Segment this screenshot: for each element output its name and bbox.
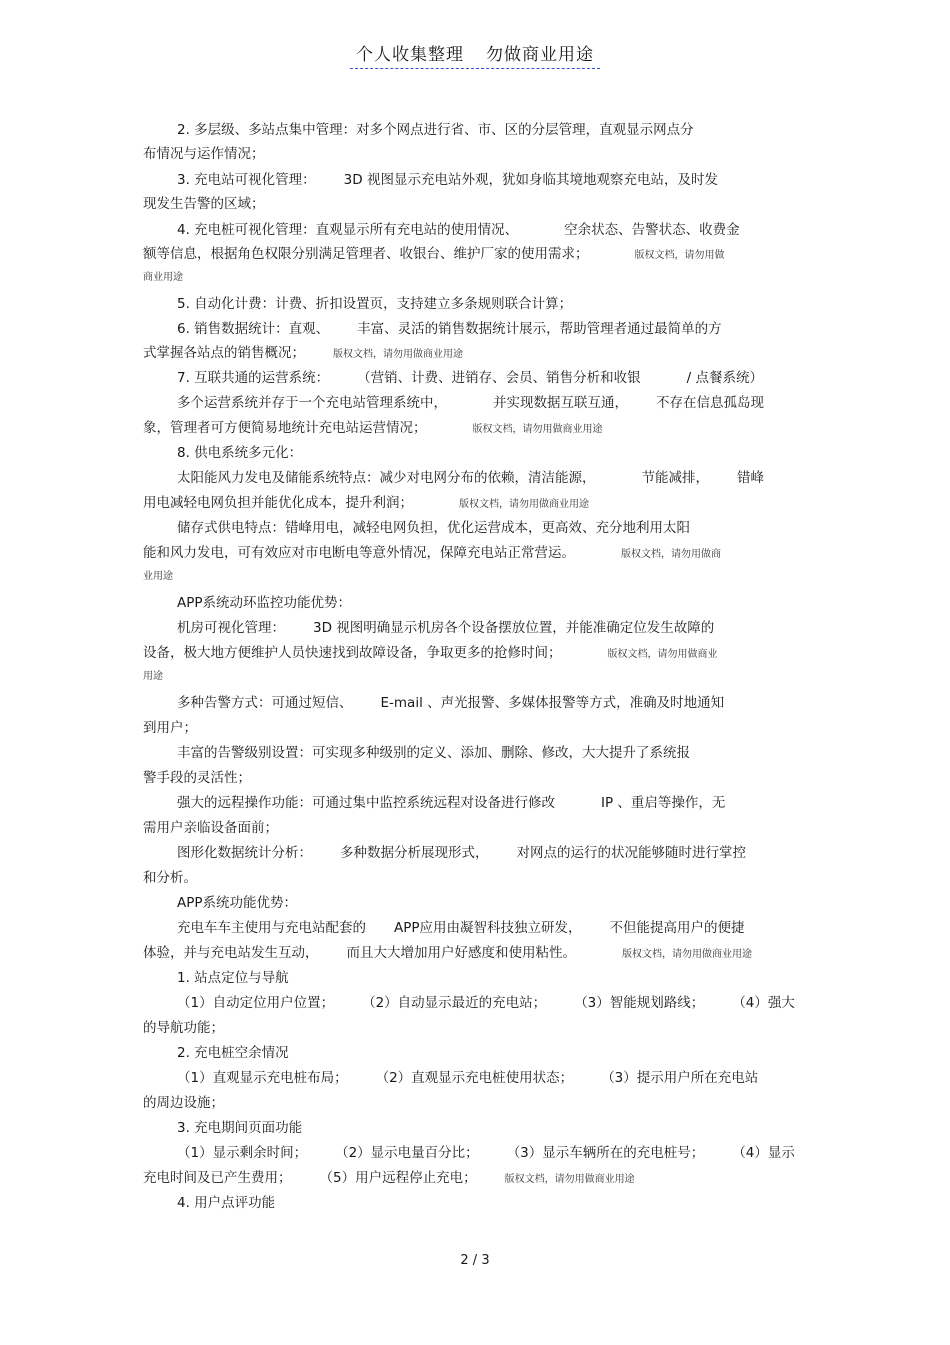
text-line: 充电车车主使用与充电站配套的 APP应用由凝智科技独立研发， 不但能提高用户的便捷 bbox=[177, 920, 745, 936]
header-part2: 勿做商业用途 bbox=[486, 45, 594, 65]
text-line: 的周边设施； bbox=[143, 1095, 224, 1111]
watermark-note: 版权文档，请勿用做 bbox=[634, 250, 725, 261]
watermark-note: 版权文档，请勿用做商 bbox=[621, 549, 721, 560]
text-line: 额等信息，根据角色权限分别满足管理者、收银台、维护厂家的使用需求； 版权文档，请勿用做 bbox=[143, 246, 725, 262]
text-line: 图形化数据统计分析： 多种数据分析展现形式， 对网点的运行的状况能够随时进行掌控 bbox=[177, 845, 746, 861]
text-line: （1）直观显示充电桩布局； （2）直观显示充电桩使用状态； （3）提示用户所在充电站 bbox=[177, 1070, 759, 1086]
text-line: 现发生告警的区域； bbox=[143, 196, 265, 212]
watermark-note: 版权文档，请勿用做商业用途 bbox=[504, 1174, 635, 1185]
list-heading: 1. 站点定位与导航 bbox=[177, 970, 289, 986]
text-line: （1）显示剩余时间； （2）显示电量百分比； （3）显示车辆所在的充电桩号； （4）显示 bbox=[177, 1145, 795, 1161]
text-line: 到用户； bbox=[143, 720, 197, 736]
text-line: 设备，极大地方便维护人员快速找到故障设备，争取更多的抢修时间； 版权文档，请勿用做商业 bbox=[143, 645, 718, 661]
text-line: 充电时间及已产生费用； （5）用户远程停止充电； 版权文档，请勿用做商业用途 bbox=[143, 1170, 635, 1186]
text-line: 需用户亲临设备面前； bbox=[143, 820, 278, 836]
text-line: 象，管理者可方便简易地统计充电站运营情况； 版权文档，请勿用做商业用途 bbox=[143, 420, 603, 436]
watermark-note: 版权文档，请勿用做商业用途 bbox=[459, 499, 589, 510]
list-heading: 2. 充电桩空余情况 bbox=[177, 1045, 289, 1061]
text-line: 警手段的灵活性； bbox=[143, 770, 251, 786]
text-line: 多种告警方式：可通过短信、 E-mail 、声光报警、多媒体报警等方式，准确及时地通知 bbox=[177, 695, 725, 711]
text-line: 太阳能风力发电及储能系统特点：减少对电网分布的依赖，清洁能源， 节能减排， 错峰 bbox=[177, 470, 764, 486]
text-line: 的导航功能； bbox=[143, 1020, 224, 1036]
text-line: 式掌握各站点的销售概况； 版权文档，请勿用做商业用途 bbox=[143, 345, 463, 361]
watermark-note: 业用途 bbox=[143, 571, 173, 582]
page-header bbox=[0, 40, 950, 65]
page-number: 2 / 3 bbox=[460, 1253, 490, 1268]
text-line: 储存式供电特点：错峰用电，减轻电网负担，优化运营成本，更高效、充分地利用太阳 bbox=[177, 520, 690, 536]
text-line: 体验，并与充电站发生互动， 而且大大增加用户好感度和使用粘性。 版权文档，请勿用做商业用途 bbox=[143, 945, 752, 961]
watermark-note: 版权文档，请勿用做商业用途 bbox=[622, 949, 752, 960]
text-line: 6. 销售数据统计：直观、 丰富、灵活的销售数据统计展示，帮助管理者通过最简单的方 bbox=[177, 321, 722, 337]
text-line: 4. 充电桩可视化管理：直观显示所有充电站的使用情况、 空余状态、告警状态、收费金 bbox=[177, 222, 740, 238]
text-line: 2. 多层级、多站点集中管理：对多个网点进行省、市、区的分层管理，直观显示网点分 bbox=[177, 122, 694, 138]
text-line: 8. 供电系统多元化： bbox=[177, 445, 303, 461]
text-line: 机房可视化管理： 3D 视图明确显示机房各个设备摆放位置，并能准确定位发生故障的 bbox=[177, 620, 715, 636]
watermark-note: 用途 bbox=[143, 671, 163, 682]
watermark-note: 版权文档，请勿用做商业用途 bbox=[472, 424, 603, 435]
text-line: 和分析。 bbox=[143, 870, 197, 886]
list-heading: 4. 用户点评功能 bbox=[177, 1195, 276, 1211]
text-line: 3. 充电站可视化管理： 3D 视图显示充电站外观，犹如身临其境地观察充电站，及时发 bbox=[177, 172, 718, 188]
text-line: 布情况与运作情况； bbox=[143, 146, 265, 162]
watermark-note: 商业用途 bbox=[143, 272, 183, 283]
watermark-note: 版权文档，请勿用做商业用途 bbox=[333, 349, 463, 360]
text-line: 5. 自动化计费：计费、折扣设置页，支持建立多条规则联合计算； bbox=[177, 296, 573, 312]
text-line: 多个运营系统并存于一个充电站管理系统中， 并实现数据互联互通， 不存在信息孤岛现 bbox=[177, 395, 764, 411]
text-line: 丰富的告警级别设置：可实现多种级别的定义、添加、删除、修改，大大提升了系统报 bbox=[177, 745, 690, 761]
header-part1: 个人收集整理 bbox=[356, 45, 464, 65]
section-heading: APP系统动环监控功能优势： bbox=[177, 595, 352, 611]
text-line: 强大的远程操作功能：可通过集中监控系统远程对设备进行修改 IP 、重启等操作，无 bbox=[177, 795, 726, 811]
text-line: 能和风力发电，可有效应对市电断电等意外情况，保障充电站正常营运。 版权文档，请勿用做商 bbox=[143, 545, 721, 561]
watermark-note: 版权文档，请勿用做商业 bbox=[607, 649, 718, 660]
list-heading: 3. 充电期间页面功能 bbox=[177, 1120, 303, 1136]
text-line: （1）自动定位用户位置； （2）自动显示最近的充电站； （3）智能规划路线； （4）强大 bbox=[177, 995, 795, 1011]
text-line: 用电减轻电网负担并能优化成本，提升利润； 版权文档，请勿用做商业用途 bbox=[143, 495, 589, 511]
text-line: 7. 互联共通的运营系统： （营销、计费、进销存、会员、销售分析和收银 / 点餐系统） bbox=[177, 370, 764, 386]
section-heading: APP系统功能优势： bbox=[177, 895, 298, 911]
